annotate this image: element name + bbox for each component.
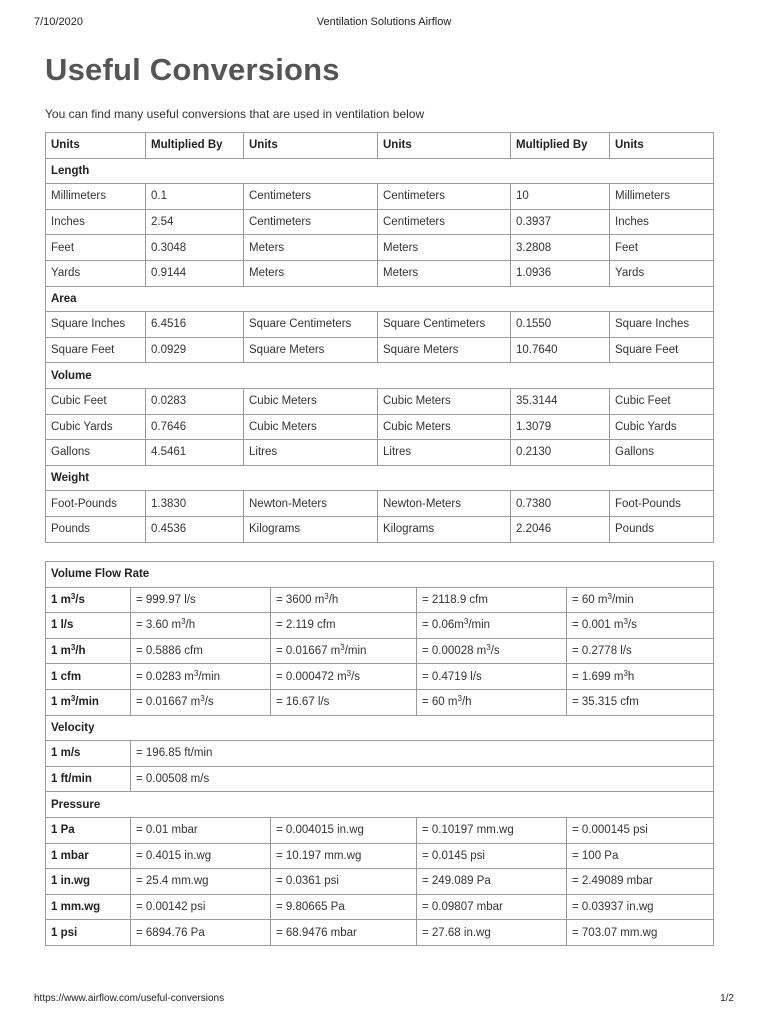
table-cell: Meters xyxy=(378,260,511,286)
print-title: Ventilation Solutions Airflow xyxy=(316,16,452,28)
conversion-value: = 249.089 Pa xyxy=(417,869,567,895)
unit-label: 1 ft/min xyxy=(46,766,131,792)
table-row xyxy=(46,843,714,869)
table-row xyxy=(46,587,714,613)
unit-label: 1 $m^3/\min$ xyxy=(46,689,131,715)
table-row xyxy=(46,235,714,261)
table-cell: Cubic Feet xyxy=(610,388,714,414)
conversion-value: = 0.2778 l/s xyxy=(567,638,714,664)
exponent: 3 xyxy=(340,643,345,653)
conversion-value: = 0.01667 $m^3/\min$ xyxy=(271,638,417,664)
table-cell: 0.3937 xyxy=(511,209,610,235)
table-row xyxy=(46,664,714,690)
table-cell: Gallons xyxy=(46,440,146,466)
table-cell: 0.0283 xyxy=(146,388,244,414)
table-cell: Gallons xyxy=(610,440,714,466)
table-cell: 1.3830 xyxy=(146,491,244,517)
table-cell: 4.5461 xyxy=(146,440,244,466)
table-cell: Meters xyxy=(378,235,511,261)
table-row xyxy=(46,741,714,767)
conversion-value: = 3600 $m^3/h$ xyxy=(271,587,417,613)
table-cell: 6.4516 xyxy=(146,312,244,338)
table-row xyxy=(46,766,714,792)
table-cell: 1.3079 xyxy=(511,414,610,440)
section-title: Weight xyxy=(46,465,714,491)
exponent: 3 xyxy=(623,617,628,627)
exponent: 3 xyxy=(70,591,76,601)
table-cell: Square Feet xyxy=(610,337,714,363)
conversion-value: = 0.03937 in.wg xyxy=(567,894,714,920)
section-row-weight xyxy=(46,465,714,491)
table-cell: Square Inches xyxy=(610,312,714,338)
table-row xyxy=(46,491,714,517)
conversion-value: = 100 Pa xyxy=(567,843,714,869)
table-cell: Foot-Pounds xyxy=(46,491,146,517)
table-row xyxy=(46,920,714,946)
conversion-value: = 27.68 in.wg xyxy=(417,920,567,946)
conversion-value: = 2.49089 mbar xyxy=(567,869,714,895)
table-cell: Pounds xyxy=(610,516,714,542)
page-number: 1/2 xyxy=(720,993,734,1004)
table-cell: 0.0929 xyxy=(146,337,244,363)
unit-label: 1 cfm xyxy=(46,664,131,690)
table-header-row xyxy=(46,133,714,159)
table-cell: Cubic Meters xyxy=(378,388,511,414)
table-cell: 3.2808 xyxy=(511,235,610,261)
exponent: 3 xyxy=(607,591,612,601)
table-cell: Inches xyxy=(610,209,714,235)
conversion-value: = 0.01667 $m^3/s$ xyxy=(131,689,271,715)
table-cell: Centimeters xyxy=(378,184,511,210)
conversion-value: = 10.197 mm.wg xyxy=(271,843,417,869)
section-row-volume xyxy=(46,363,714,389)
table-cell: Kilograms xyxy=(244,516,378,542)
table-cell: Foot-Pounds xyxy=(610,491,714,517)
table-cell: Meters xyxy=(244,235,378,261)
table-cell: 0.1550 xyxy=(511,312,610,338)
unit-label: 1 in.wg xyxy=(46,869,131,895)
conversion-value: = 0.0145 psi xyxy=(417,843,567,869)
table-cell: Yards xyxy=(46,260,146,286)
table-cell: 0.7380 xyxy=(511,491,610,517)
table-cell: Litres xyxy=(378,440,511,466)
conversion-value: = 0.4719 l/s xyxy=(417,664,567,690)
table-cell: 0.9144 xyxy=(146,260,244,286)
conversion-value: = 35.315 cfm xyxy=(567,689,714,715)
conversion-value: = 0.09807 mbar xyxy=(417,894,567,920)
exponent: 3 xyxy=(70,694,76,704)
conversion-value: = 0.5886 cfm xyxy=(131,638,271,664)
table-cell: 2.54 xyxy=(146,209,244,235)
table-row xyxy=(46,894,714,920)
conversion-value: = 6894.76 Pa xyxy=(131,920,271,946)
column-header-multiplied-by: Multiplied By xyxy=(511,133,610,159)
table-row xyxy=(46,869,714,895)
conversion-value: = 0.000472 $m^3/s$ xyxy=(271,664,417,690)
table-cell: 10.7640 xyxy=(511,337,610,363)
conversion-value: = 999.97 l/s xyxy=(131,587,271,613)
unit-label: 1 $m^3/h$ xyxy=(46,638,131,664)
conversion-value: = 60 $m^3/\min$ xyxy=(567,587,714,613)
table-cell: 10 xyxy=(511,184,610,210)
unit-label: 1 mbar xyxy=(46,843,131,869)
column-header-multiplied-by: Multiplied By xyxy=(146,133,244,159)
table-cell: 35.3144 xyxy=(511,388,610,414)
table-cell: 0.4536 xyxy=(146,516,244,542)
exponent: 3 xyxy=(193,668,199,678)
unit-label: 1 psi xyxy=(46,920,131,946)
conversion-value: = 0.4015 in.wg xyxy=(131,843,271,869)
table-cell: 2.2046 xyxy=(511,516,610,542)
intro-text: You can find many useful conversions that are used in ventilation below xyxy=(45,107,425,121)
unit-label: 1 Pa xyxy=(46,817,131,843)
table-cell: Newton-Meters xyxy=(378,491,511,517)
exponent: 3 xyxy=(200,694,205,704)
conversion-value: = 703.07 mm.wg xyxy=(567,920,714,946)
table-row xyxy=(46,184,714,210)
table-row xyxy=(46,388,714,414)
table-cell: Square Meters xyxy=(244,337,378,363)
conversion-value: = 0.0361 psi xyxy=(271,869,417,895)
table-cell: 0.7646 xyxy=(146,414,244,440)
conversion-value: = 0.00508 m/s xyxy=(131,766,714,792)
page-title: Useful Conversions xyxy=(45,52,340,87)
conversion-value: = 16.67 l/s xyxy=(271,689,417,715)
column-header-units: Units xyxy=(610,133,714,159)
table-row xyxy=(46,260,714,286)
section-title: Pressure xyxy=(46,792,714,818)
table-cell: 1.0936 xyxy=(511,260,610,286)
conversion-value: = 60 $m^3/h$ xyxy=(417,689,567,715)
table-row xyxy=(46,817,714,843)
exponent: 3 xyxy=(463,617,469,627)
conversion-value: = 25.4 mm.wg xyxy=(131,869,271,895)
unit-conversion-table xyxy=(45,132,714,543)
table-cell: Cubic Meters xyxy=(244,388,378,414)
table-cell: Square Centimeters xyxy=(244,312,378,338)
section-title: Length xyxy=(46,158,714,184)
table-cell: Cubic Yards xyxy=(46,414,146,440)
table-cell: Cubic Meters xyxy=(378,414,511,440)
exponent: 3 xyxy=(486,643,491,653)
section-title: Volume Flow Rate xyxy=(46,562,714,588)
table-row xyxy=(46,440,714,466)
column-header-units: Units xyxy=(244,133,378,159)
flow-conversion-table xyxy=(45,561,714,946)
unit-label: 1 $m^3/s$ xyxy=(46,587,131,613)
unit-label: 1 mm.wg xyxy=(46,894,131,920)
conversion-value: = 0.00028 $m^3/s$ xyxy=(417,638,567,664)
section-row-pressure xyxy=(46,792,714,818)
table-row xyxy=(46,209,714,235)
table-row xyxy=(46,516,714,542)
conversion-value: = 0.00142 psi xyxy=(131,894,271,920)
conversion-value: = 9.80665 Pa xyxy=(271,894,417,920)
conversion-value: = 0.004015 in.wg xyxy=(271,817,417,843)
exponent: 3 xyxy=(70,643,76,653)
table-cell: Inches xyxy=(46,209,146,235)
exponent: 3 xyxy=(181,617,186,627)
table-cell: 0.1 xyxy=(146,184,244,210)
table-cell: Kilograms xyxy=(378,516,511,542)
exponent: 3 xyxy=(346,668,352,678)
table-cell: Yards xyxy=(610,260,714,286)
table-row xyxy=(46,312,714,338)
section-row-area xyxy=(46,286,714,312)
section-title: Area xyxy=(46,286,714,312)
page-url: https://www.airflow.com/useful-conversions xyxy=(34,993,225,1004)
unit-label: 1 l/s xyxy=(46,613,131,639)
table-row xyxy=(46,337,714,363)
table-cell: Centimeters xyxy=(378,209,511,235)
table-cell: 0.3048 xyxy=(146,235,244,261)
table-cell: Feet xyxy=(610,235,714,261)
section-row-volume-flow-rate xyxy=(46,562,714,588)
table-cell: 0.2130 xyxy=(511,440,610,466)
conversion-value: = $0.06m^3/\min$ xyxy=(417,613,567,639)
table-row xyxy=(46,613,714,639)
conversion-value: = 3.60 $m^3/h$ xyxy=(131,613,271,639)
table-cell: Cubic Yards xyxy=(610,414,714,440)
conversion-value: = 68.9476 mbar xyxy=(271,920,417,946)
table-row xyxy=(46,414,714,440)
exponent: 3 xyxy=(457,694,462,704)
print-header xyxy=(0,16,768,32)
table-cell: Litres xyxy=(244,440,378,466)
section-title: Velocity xyxy=(46,715,714,741)
conversion-value: = 196.85 ft/min xyxy=(131,741,714,767)
table-cell: Square Meters xyxy=(378,337,511,363)
conversion-value: = 0.01 mbar xyxy=(131,817,271,843)
table-cell: Square Inches xyxy=(46,312,146,338)
section-row-velocity xyxy=(46,715,714,741)
conversion-value: = 0.10197 mm.wg xyxy=(417,817,567,843)
column-header-units: Units xyxy=(46,133,146,159)
table-cell: Cubic Meters xyxy=(244,414,378,440)
table-cell: Square Centimeters xyxy=(378,312,511,338)
conversion-value: = 1.699 $m^3h$ xyxy=(567,664,714,690)
table-cell: Centimeters xyxy=(244,209,378,235)
conversion-value: = 0.001 $m^3/s$ xyxy=(567,613,714,639)
exponent: 3 xyxy=(324,591,329,601)
table-cell: Millimeters xyxy=(610,184,714,210)
section-row-length xyxy=(46,158,714,184)
print-date: 7/10/2020 xyxy=(34,16,83,28)
conversion-value: = 2.119 cfm xyxy=(271,613,417,639)
table-cell: Centimeters xyxy=(244,184,378,210)
unit-label: 1 m/s xyxy=(46,741,131,767)
table-cell: Square Feet xyxy=(46,337,146,363)
column-header-units: Units xyxy=(378,133,511,159)
table-cell: Millimeters xyxy=(46,184,146,210)
table-row xyxy=(46,638,714,664)
table-cell: Newton-Meters xyxy=(244,491,378,517)
exponent: 3 xyxy=(623,668,628,678)
table-cell: Meters xyxy=(244,260,378,286)
table-row xyxy=(46,689,714,715)
conversion-value: = 0.000145 psi xyxy=(567,817,714,843)
table-cell: Pounds xyxy=(46,516,146,542)
section-title: Volume xyxy=(46,363,714,389)
conversion-value: = 2118.9 cfm xyxy=(417,587,567,613)
table-cell: Cubic Feet xyxy=(46,388,146,414)
conversion-value: = 0.0283 $m^3/\min$ xyxy=(131,664,271,690)
table-cell: Feet xyxy=(46,235,146,261)
